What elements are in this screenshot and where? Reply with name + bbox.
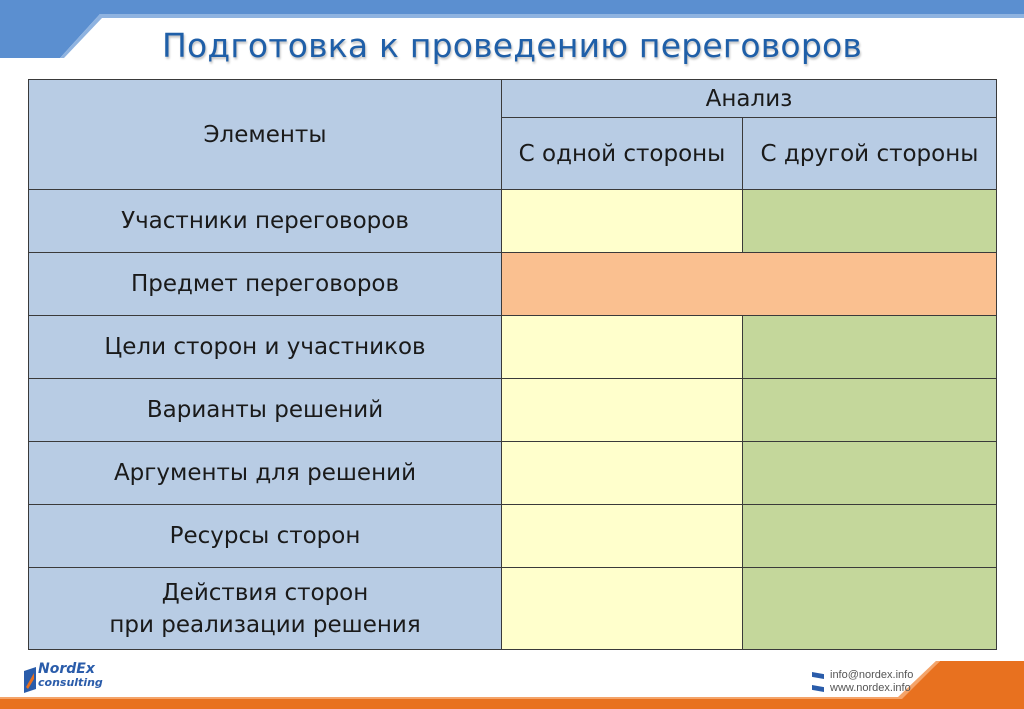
side-two-cell [743,442,997,505]
row-label-line2: при реализации решения [109,611,421,638]
email-link[interactable]: info@nordex.info [830,669,914,681]
side-two-cell [743,379,997,442]
header-side-one: С одной стороны [502,118,743,190]
row-label [29,568,502,650]
side-one-cell [502,505,743,568]
side-one-cell [502,568,743,650]
row-label: Аргументы для решений [29,442,502,505]
email-row [812,669,913,682]
side-two-cell [743,505,997,568]
logo-line1: NordEx [38,661,95,677]
header-elements: Элементы [29,80,502,190]
row-label: Варианты решений [29,379,502,442]
side-one-cell [502,316,743,379]
row-label: Ресурсы сторон [29,505,502,568]
side-two-cell [743,316,997,379]
logo-line2: consulting [38,676,103,689]
shared-subject-cell [502,253,997,316]
row-label: Предмет переговоров [29,253,502,316]
website-row [812,682,913,695]
website-link[interactable]: www.nordex.info [830,682,911,694]
header-analysis: Анализ [502,80,997,118]
side-one-cell [502,190,743,253]
side-two-cell [743,190,997,253]
row-label-line1: Действия сторон [161,579,369,606]
row-label: Цели сторон и участников [29,316,502,379]
page-title: Подготовка к проведению переговоров [161,26,863,65]
header-side-two: С другой стороны [743,118,997,190]
contacts [812,669,913,695]
globe-icon [812,685,824,692]
analysis-table [28,79,997,650]
mail-icon [812,672,824,679]
side-one-cell [502,442,743,505]
logo-wordmark [38,663,103,689]
side-two-cell [743,568,997,650]
row-label: Участники переговоров [29,190,502,253]
side-one-cell [502,379,743,442]
